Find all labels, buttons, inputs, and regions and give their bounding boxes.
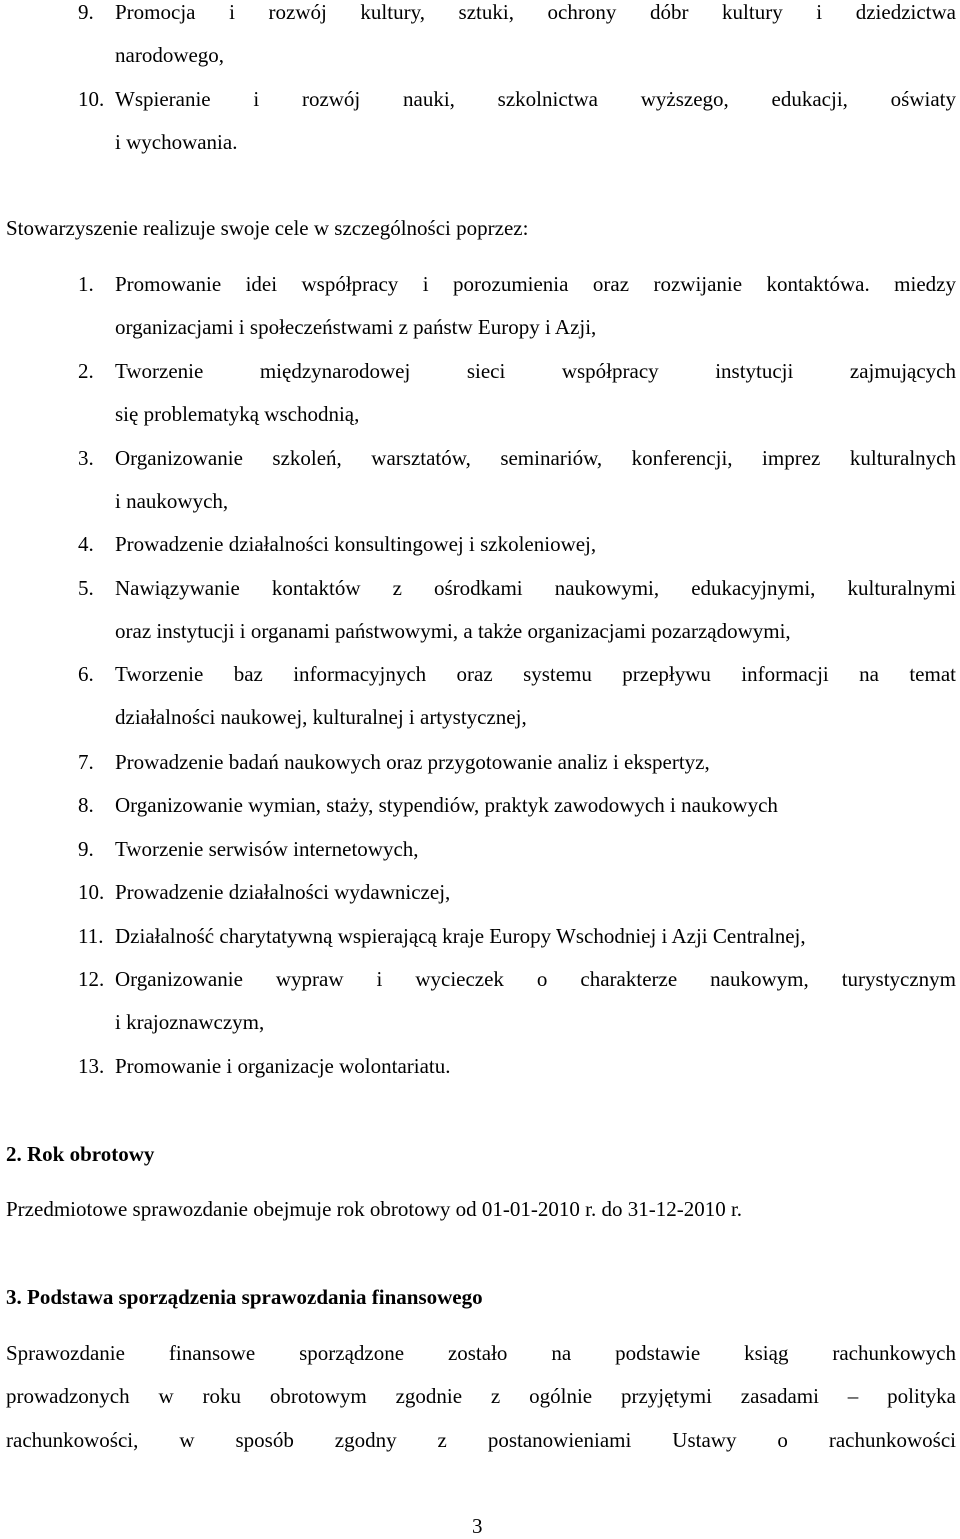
list-text-line: Działalność charytatywną wspierającą kraje Europy Wschodniej i Azji Centralnej, <box>115 924 806 948</box>
list-number: 4. <box>78 532 94 556</box>
list-number: 8. <box>78 793 94 817</box>
list-text-line: Prowadzenie działalności wydawniczej, <box>115 880 451 904</box>
list-text-line: Nawiązywanie kontaktów z ośrodkami naukowymi, edukacyjnymi, kulturalnymi <box>115 576 956 600</box>
list-number: 11. <box>78 924 104 948</box>
list-number: 9. <box>78 837 94 861</box>
list-number: 10. <box>78 880 105 904</box>
list-number: 12. <box>78 967 105 991</box>
list-number: 10. <box>78 87 105 111</box>
section-heading-basis: 3. Podstawa sporządzenia sprawozdania finansowego <box>6 1285 483 1309</box>
list-text-line: Organizowanie wypraw i wycieczek o charakterze naukowym, turystycznym <box>115 967 956 991</box>
list-text-line: i naukowych, <box>115 489 229 513</box>
list-number: 2. <box>78 359 94 383</box>
list-text-line: Tworzenie międzynarodowej sieci współpracy instytucji zajmujących <box>115 359 956 383</box>
list-text-line: i wychowania. <box>115 130 238 154</box>
list-text-line: się problematyką wschodnią, <box>115 402 360 426</box>
paragraph-line: prowadzonych w roku obrotowym zgodnie z ogólnie przyjętymi zasadami – polityka <box>6 1384 956 1408</box>
list-number: 6. <box>78 662 94 686</box>
list-text-line: Organizowanie szkoleń, warsztatów, seminariów, konferencji, imprez kulturalnych <box>115 446 956 470</box>
list-number: 1. <box>78 272 94 296</box>
section-text-fiscal-year: Przedmiotowe sprawozdanie obejmuje rok obrotowy od 01-01-2010 r. do 31-12-2010 r. <box>6 1197 743 1221</box>
paragraph-line: Sprawozdanie finansowe sporządzone zostało na podstawie ksiąg rachunkowych <box>6 1341 956 1365</box>
list-text-line: Promowanie i organizacje wolontariatu. <box>115 1054 451 1078</box>
list-text-line: narodowego, <box>115 43 225 67</box>
list-number: 13. <box>78 1054 105 1078</box>
list-number: 5. <box>78 576 94 600</box>
list-number: 9. <box>78 0 94 24</box>
list-text-line: Prowadzenie badań naukowych oraz przygotowanie analiz i ekspertyz, <box>115 750 710 774</box>
list-number: 7. <box>78 750 94 774</box>
paragraph-line: rachunkowości, w sposób zgodny z postanowieniami Ustawy o rachunkowości <box>6 1428 956 1452</box>
list-text-line: i krajoznawczym, <box>115 1010 265 1034</box>
list-text-line: Wspieranie i rozwój nauki, szkolnictwa wyższego, edukacji, oświaty <box>115 87 956 111</box>
intro-text: Stowarzyszenie realizuje swoje cele w szczególności poprzez: <box>6 216 529 240</box>
list-text-line: Promowanie idei współpracy i porozumienia oraz rozwijanie kontaktówa. miedzy <box>115 272 956 296</box>
list-text-line: Tworzenie baz informacyjnych oraz systemu przepływu informacji na temat <box>115 662 956 686</box>
list-text-line: organizacjami i społeczeństwami z państw Europy i Azji, <box>115 315 597 339</box>
list-number: 3. <box>78 446 94 470</box>
list-text-line: Promocja i rozwój kultury, sztuki, ochrony dóbr kultury i dziedzictwa <box>115 0 956 24</box>
list-text-line: Tworzenie serwisów internetowych, <box>115 837 419 861</box>
section-heading-fiscal-year: 2. Rok obrotowy <box>6 1142 155 1166</box>
list-text-line: Prowadzenie działalności konsultingowej i szkoleniowej, <box>115 532 597 556</box>
page-number: 3 <box>472 1514 483 1538</box>
list-text-line: Organizowanie wymian, staży, stypendiów, praktyk zawodowych i naukowych <box>115 793 778 817</box>
list-text-line: oraz instytucji i organami państwowymi, a także organizacjami pozarządowymi, <box>115 619 791 643</box>
list-text-line: działalności naukowej, kulturalnej i artystycznej, <box>115 705 527 729</box>
